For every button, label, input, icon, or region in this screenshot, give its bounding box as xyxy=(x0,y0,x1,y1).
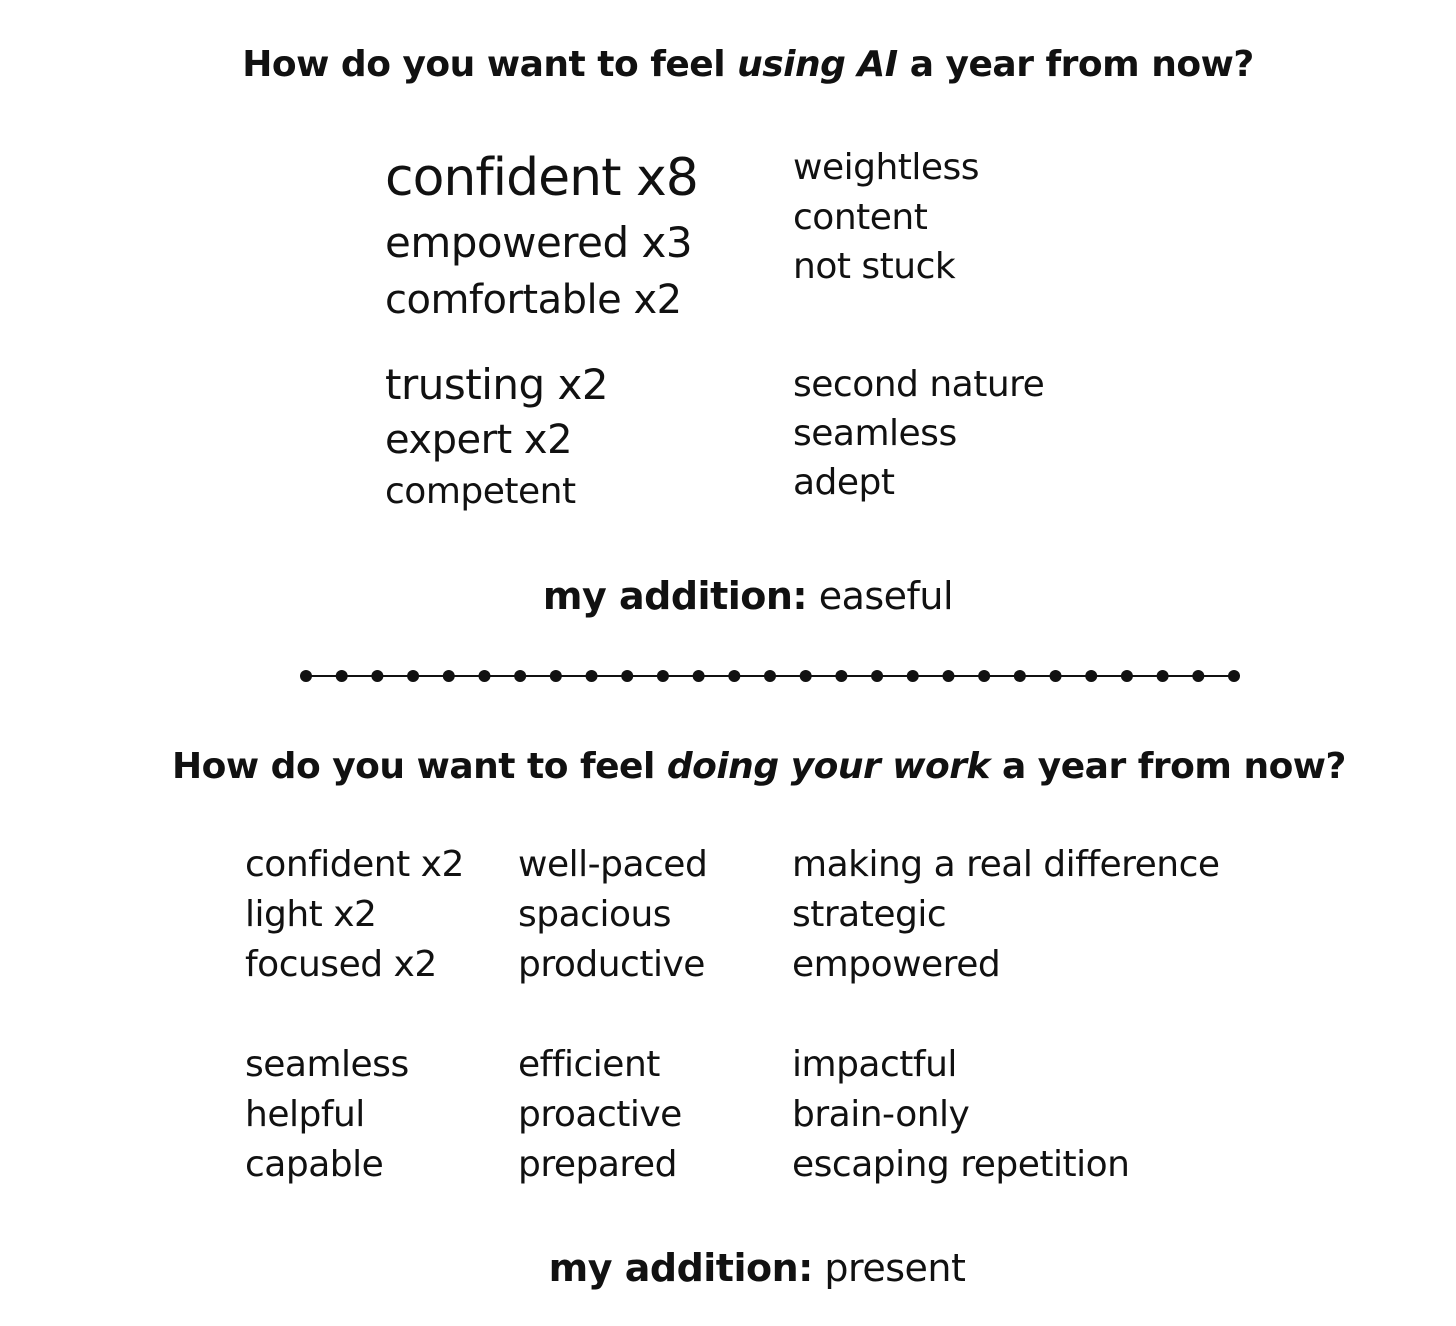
section2-addition xyxy=(0,1246,1456,1290)
divider-dot xyxy=(336,670,348,682)
section2-col3-item-5: brain-only xyxy=(792,1094,970,1135)
section1-addition-label: my addition: xyxy=(542,574,808,618)
divider-dot xyxy=(800,670,812,682)
section2-question-prefix: How do you want to feel xyxy=(172,746,667,787)
section1-col2-item-3: not stuck xyxy=(793,246,956,287)
divider-dot xyxy=(1192,670,1204,682)
section2-col2-item-6: prepared xyxy=(518,1144,677,1185)
section1-question-emphasis: using AI xyxy=(737,44,898,85)
divider-dot xyxy=(728,670,740,682)
section2-col2-item-1: well-paced xyxy=(518,844,708,885)
section2-col3-item-6: escaping repetition xyxy=(792,1144,1130,1185)
divider-dot xyxy=(1157,670,1169,682)
section1-col1-item-4: trusting x2 xyxy=(385,360,609,409)
section1-col1-item-1: confident x8 xyxy=(385,148,698,208)
divider-dot xyxy=(443,670,455,682)
section1-question xyxy=(0,44,1456,85)
divider-dot xyxy=(764,670,776,682)
divider-dot xyxy=(1050,670,1062,682)
section1-col1-item-5: expert x2 xyxy=(385,417,573,463)
section1-col2-item-2: content xyxy=(793,197,928,238)
divider-dot xyxy=(1228,670,1240,682)
section2-col1-item-5: helpful xyxy=(245,1094,365,1135)
section2-col2-item-4: efficient xyxy=(518,1044,660,1085)
section2-col1-item-1: confident x2 xyxy=(245,844,464,885)
section2-addition-label: my addition: xyxy=(548,1246,813,1290)
divider-dot xyxy=(942,670,954,682)
divider-dot xyxy=(586,670,598,682)
divider-dot xyxy=(657,670,669,682)
divider-dot xyxy=(1085,670,1097,682)
section2-col1-item-3: focused x2 xyxy=(245,944,437,985)
section2-col1-item-6: capable xyxy=(245,1144,384,1185)
divider-dot xyxy=(1121,670,1133,682)
divider-dot xyxy=(835,670,847,682)
section2-addition-value: present xyxy=(812,1246,966,1290)
divider-dot xyxy=(300,670,312,682)
section2-question xyxy=(0,746,1456,787)
section1-addition-value: easeful xyxy=(807,574,954,618)
section2-col2-item-5: proactive xyxy=(518,1094,682,1135)
section2-col2-item-2: spacious xyxy=(518,894,672,935)
section2-col2-item-3: productive xyxy=(518,944,705,985)
section1-col2-item-4: second nature xyxy=(793,364,1045,405)
section1-col2-item-6: adept xyxy=(793,462,895,503)
section2-col1-item-2: light x2 xyxy=(245,894,377,935)
divider-dot xyxy=(1014,670,1026,682)
divider-dot xyxy=(407,670,419,682)
section1-col2-item-5: seamless xyxy=(793,413,957,454)
section2-question-suffix: a year from now? xyxy=(989,746,1346,787)
section2-question-emphasis: doing your work xyxy=(666,746,990,787)
divider-dot xyxy=(693,670,705,682)
divider-dot xyxy=(907,670,919,682)
divider-dot xyxy=(371,670,383,682)
section1-col1-item-6: competent xyxy=(385,471,576,512)
section1-col1-item-3: comfortable x2 xyxy=(385,277,682,323)
section2-col1-item-4: seamless xyxy=(245,1044,409,1085)
dotted-divider xyxy=(300,668,1240,684)
section1-question-prefix: How do you want to feel xyxy=(242,44,738,85)
divider-dot xyxy=(621,670,633,682)
section1-col2-item-1: weightless xyxy=(793,147,980,188)
section1-question-suffix: a year from now? xyxy=(897,44,1254,85)
section1-col1-item-2: empowered x3 xyxy=(385,218,693,267)
section2-col3-item-3: empowered xyxy=(792,944,1001,985)
section2-col3-item-4: impactful xyxy=(792,1044,957,1085)
divider-dot xyxy=(478,670,490,682)
divider-dot xyxy=(514,670,526,682)
divider-dot xyxy=(550,670,562,682)
section2-col3-item-2: strategic xyxy=(792,894,947,935)
section1-addition xyxy=(0,574,1456,618)
divider-dot xyxy=(978,670,990,682)
section2-col3-item-1: making a real difference xyxy=(792,844,1220,885)
divider-dot xyxy=(871,670,883,682)
